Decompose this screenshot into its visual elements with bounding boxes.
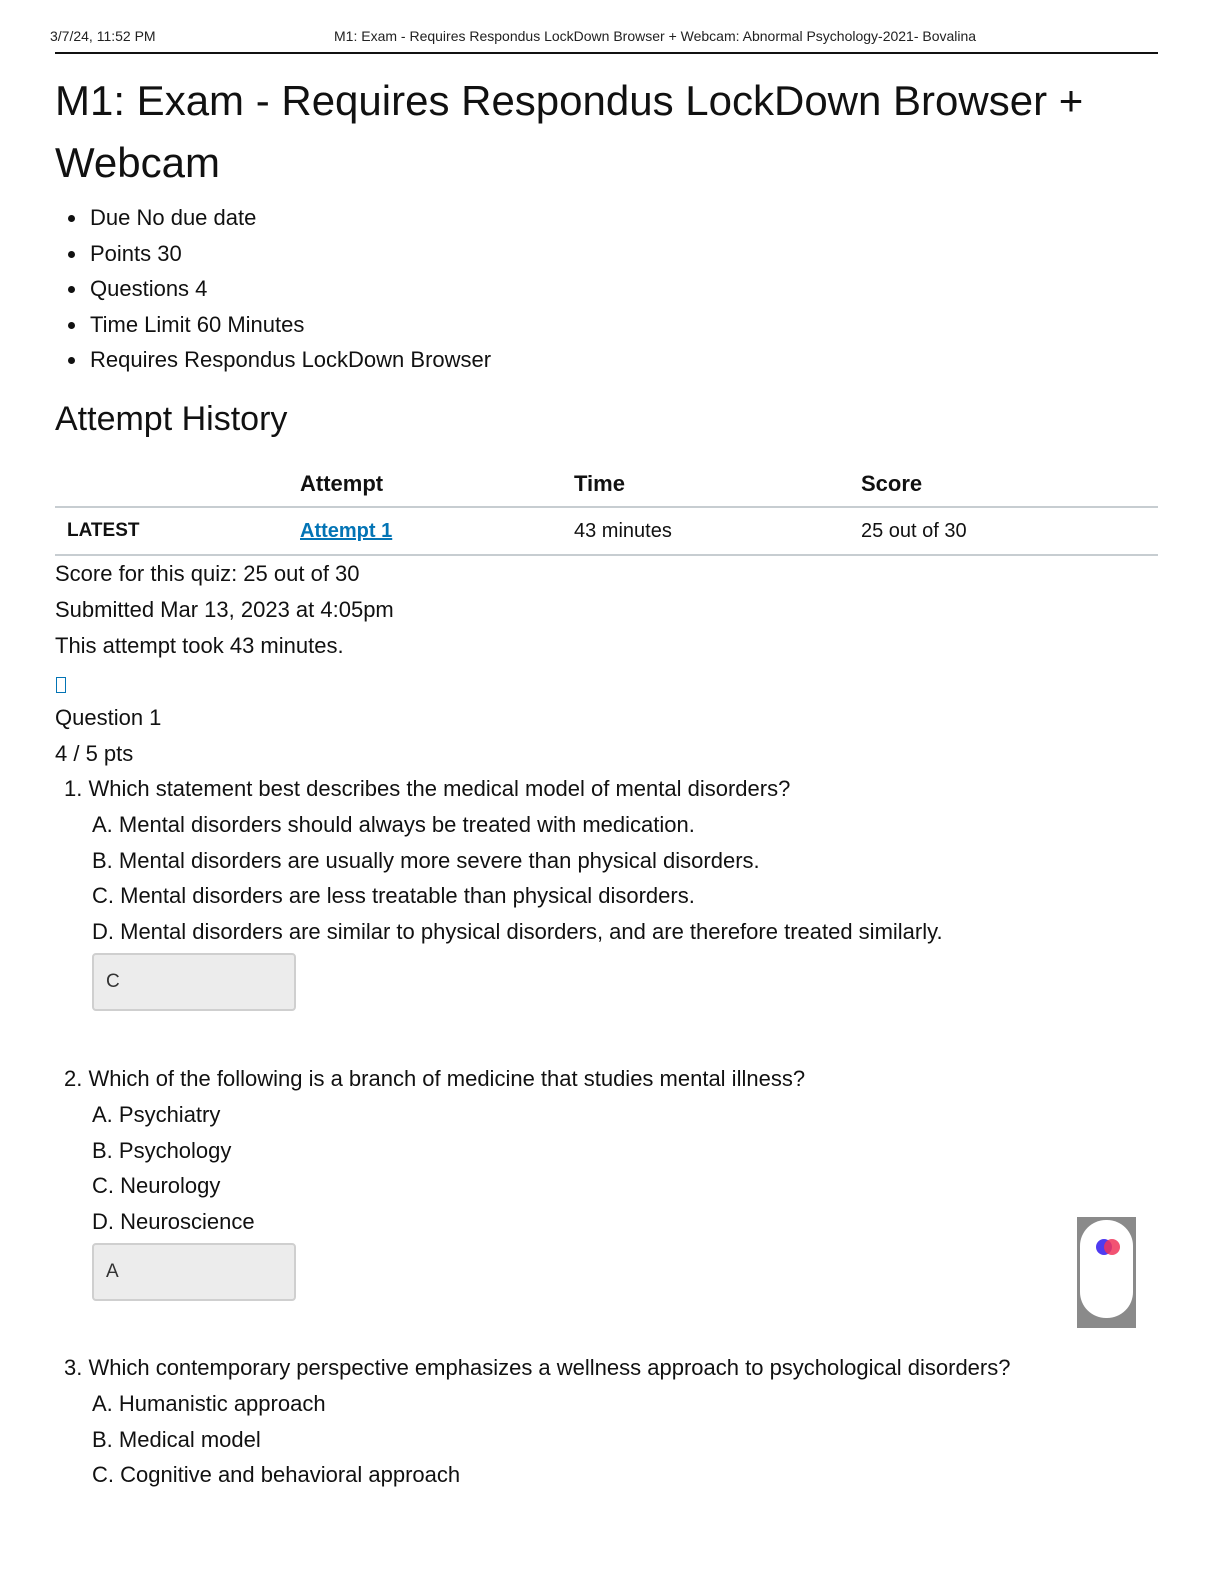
floating-assistant-widget[interactable] — [1077, 1217, 1136, 1328]
assistant-logo-icon-overlay — [1104, 1239, 1120, 1255]
print-header — [50, 28, 1158, 48]
question-item — [64, 771, 943, 1011]
answer-input[interactable]: A — [92, 1243, 296, 1301]
question-item — [64, 1350, 1010, 1493]
detail-lockdown: Requires Respondus LockDown Browser — [55, 342, 491, 378]
header-divider — [55, 52, 1158, 54]
attempt-link[interactable]: Attempt 1 — [300, 519, 393, 542]
column-header-score: Score — [861, 462, 1158, 507]
detail-time-limit: Time Limit 60 Minutes — [55, 307, 491, 343]
table-row — [55, 507, 1158, 555]
question-header — [55, 700, 161, 772]
answer-option: B. Medical model — [92, 1426, 261, 1452]
question-item — [64, 1061, 805, 1301]
score-cell: 25 out of 30 — [861, 507, 1158, 555]
question-stem: 1. Which statement best describes the medical model of mental disorders? — [64, 776, 791, 801]
submitted-date: Submitted Mar 13, 2023 at 4:05pm — [55, 597, 394, 622]
detail-questions: Questions 4 — [55, 271, 491, 307]
answer-input[interactable]: C — [92, 953, 296, 1011]
question-title: Question 1 — [55, 705, 162, 730]
answer-option: B. Mental disorders are usually more severe than physical disorders. — [92, 847, 760, 873]
print-doc-title: M1: Exam - Requires Respondus LockDown Browser + Webcam: Abnormal Psychology-2021- Bovalina — [334, 28, 977, 44]
attempt-history-heading: Attempt History — [55, 400, 288, 438]
answer-option: C. Neurology — [92, 1173, 221, 1199]
time-cell: 43 minutes — [574, 507, 861, 555]
attempt-duration: This attempt took 43 minutes. — [55, 633, 344, 658]
attempt-cell — [300, 507, 574, 555]
answer-option: A. Mental disorders should always be treated with medication. — [92, 812, 695, 837]
column-header-time: Time — [574, 462, 861, 507]
answer-option: D. Neuroscience — [92, 1208, 255, 1234]
flag-question-icon[interactable] — [56, 677, 66, 693]
answer-option: C. Mental disorders are less treatable than physical disorders. — [92, 883, 695, 909]
answer-option: A. Psychiatry — [92, 1102, 221, 1127]
detail-due: Due No due date — [55, 200, 491, 236]
answer-option: A. Humanistic approach — [92, 1391, 326, 1416]
column-header-attempt: Attempt — [300, 462, 574, 507]
quiz-details-list — [55, 200, 491, 378]
question-stem: 3. Which contemporary perspective emphasizes a wellness approach to psychological disorders? — [64, 1355, 1011, 1380]
table-header-row — [55, 462, 1158, 507]
answer-option: B. Psychology — [92, 1137, 232, 1163]
quiz-score: Score for this quiz: 25 out of 30 — [55, 561, 360, 586]
column-header-blank — [55, 462, 300, 507]
page-title: M1: Exam - Requires Respondus LockDown Browser + Webcam — [55, 77, 1084, 186]
detail-points: Points 30 — [55, 236, 491, 272]
attempt-history-table — [55, 462, 1158, 556]
widget-pill[interactable] — [1080, 1220, 1133, 1318]
answer-option: C. Cognitive and behavioral approach — [92, 1462, 461, 1488]
attempt-summary — [55, 556, 394, 664]
question-stem: 2. Which of the following is a branch of medicine that studies mental illness? — [64, 1066, 806, 1091]
answer-option: D. Mental disorders are similar to physical disorders, and are therefore treated similarly. — [92, 918, 943, 944]
latest-label: LATEST — [55, 507, 300, 555]
print-timestamp: 3/7/24, 11:52 PM — [50, 28, 156, 44]
question-points: 4 / 5 pts — [55, 741, 134, 766]
